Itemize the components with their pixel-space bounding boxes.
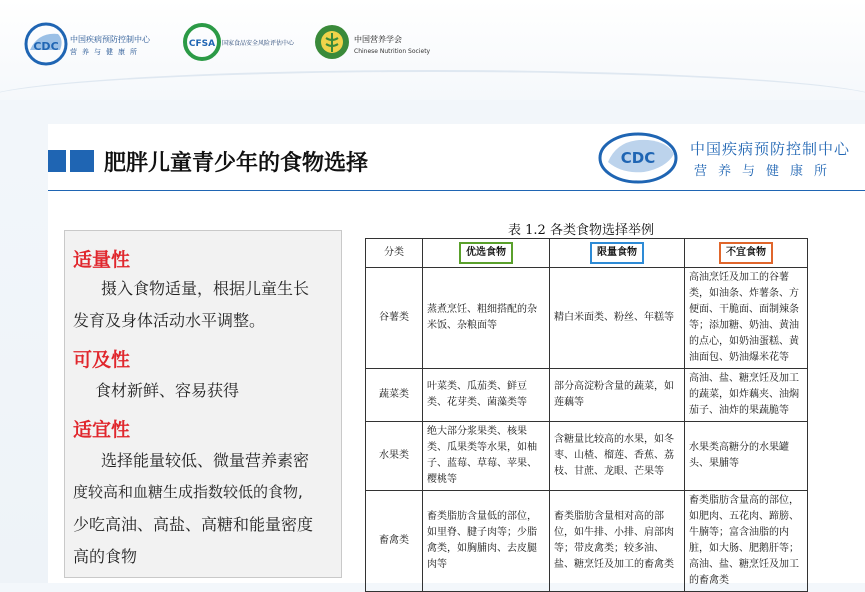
cdc-logo [24,22,164,70]
col-header-category: 分类 [366,239,423,268]
cdc-logo-sub: 营养与健康所 [70,48,142,56]
cell-category: 谷薯类 [366,268,423,369]
cell-limited: 部分高淀粉含量的蔬菜，如莲藕等 [550,369,685,422]
cfsa-emblem-icon [182,22,222,62]
cns-emblem-icon [312,22,352,62]
cdc-emblem-icon [24,22,68,66]
text-moderation-line2: 发育及身体活动水平调整。 [73,311,266,330]
header-swoosh [0,70,865,132]
col-header-avoid [685,239,808,268]
col-header-preferred [423,239,550,268]
cell-preferred: 蒸煮烹饪、粗细搭配的杂米饭、杂粮面等 [423,268,550,369]
text-accessibility: 食材新鲜、容易获得 [95,381,240,400]
text-moderation-line1: 摄入食物适量，根据儿童生长 [101,279,310,298]
avoid-label: 不宜食物 [719,242,773,264]
brand-name: 中国疾病预防控制中心 [690,140,851,158]
food-choice-table [365,238,808,592]
cns-logo-name: 中国营养学会 [354,35,402,44]
table-row [366,422,808,491]
principles-panel [64,230,342,578]
svg-text:CFSA: CFSA [188,39,216,49]
col-header-limited [550,239,685,268]
cell-avoid: 高油、盐、糖烹饪及加工的蔬菜，如炸藕夹、油焖茄子、油炸的果蔬脆等 [685,369,808,422]
cell-preferred: 畜类脂肪含量低的部位，如里脊、腱子肉等；少脂禽类，如胸脯肉、去皮腿肉等 [423,491,550,592]
cell-avoid: 水果类高糖分的水果罐头、果脯等 [685,422,808,491]
cell-limited: 畜类脂肪含量相对高的部位，如牛排、小排、肩部肉等；带皮禽类；较多油、盐、糖烹饪及加工的畜禽类 [550,491,685,592]
text-suitability-line2: 度较高和血糖生成指数较低的食物, [73,483,303,501]
brand-sub: 营养与健康所 [694,164,839,179]
text-suitability-line1: 选择能量较低、微量营养素密 [101,451,310,470]
limited-label: 限量食物 [590,242,644,264]
text-suitability-line4: 高的食物 [73,547,138,566]
cell-category: 水果类 [366,422,423,491]
heading-suitability: 适宜性 [73,419,131,441]
svg-text:CDC: CDC [33,40,59,53]
cell-preferred: 绝大部分浆果类、核果类、瓜果类等水果，如柚子、蓝莓、草莓、苹果、樱桃等 [423,422,550,491]
preferred-label: 优选食物 [459,242,513,264]
cfsa-logo [182,22,307,70]
china-map-cdc-icon [598,128,690,186]
table-row [366,369,808,422]
cell-limited: 含糖量比较高的水果，如冬枣、山楂、榴莲、香蕉、荔枝、甘蔗、龙眼、芒果等 [550,422,685,491]
cell-avoid: 畜类脂肪含量高的部位，如肥肉、五花肉、蹄膀、牛腩等；富含油脂的内脏，如大肠、肥鹅肝等；高油、盐、糖烹饪及加工的畜禽类 [685,491,808,592]
svg-text:CDC: CDC [620,149,656,167]
cdc-brand-logo [598,128,858,186]
heading-moderation: 适量性 [73,249,131,271]
cfsa-logo-name: 国家食品安全风险评估中心 [222,40,295,47]
heading-accessibility: 可及性 [73,349,131,371]
table-row [366,491,808,592]
cdc-logo-name: 中国疾病预防控制中心 [70,35,150,44]
table-row [366,268,808,369]
title-accent-block [48,150,66,172]
cns-logo-en: Chinese Nutrition Society [354,48,431,55]
logo-bar [0,0,865,100]
title-accent-block [70,150,94,172]
cell-category: 蔬菜类 [366,369,423,422]
cns-logo [312,22,431,70]
text-suitability-line3: 少吃高油、高盐、高糖和能量密度 [73,515,314,534]
cell-category: 畜禽类 [366,491,423,592]
page-title: 肥胖儿童青少年的食物选择 [104,151,369,176]
table-caption: 表 1.2 各类食物选择举例 [508,223,654,238]
cell-preferred: 叶菜类、瓜茄类、鲜豆类、花芽类、菌藻类等 [423,369,550,422]
table-header-row [366,239,808,268]
cell-avoid: 高油烹饪及加工的谷薯类，如油条、炸薯条、方便面、干脆面、面制辣条等；添加糖、奶油、黄油的点心，如奶油蛋糕、黄油面包、奶油爆米花等 [685,268,808,369]
cell-limited: 精白米面类、粉丝、年糕等 [550,268,685,369]
title-divider [48,190,865,191]
